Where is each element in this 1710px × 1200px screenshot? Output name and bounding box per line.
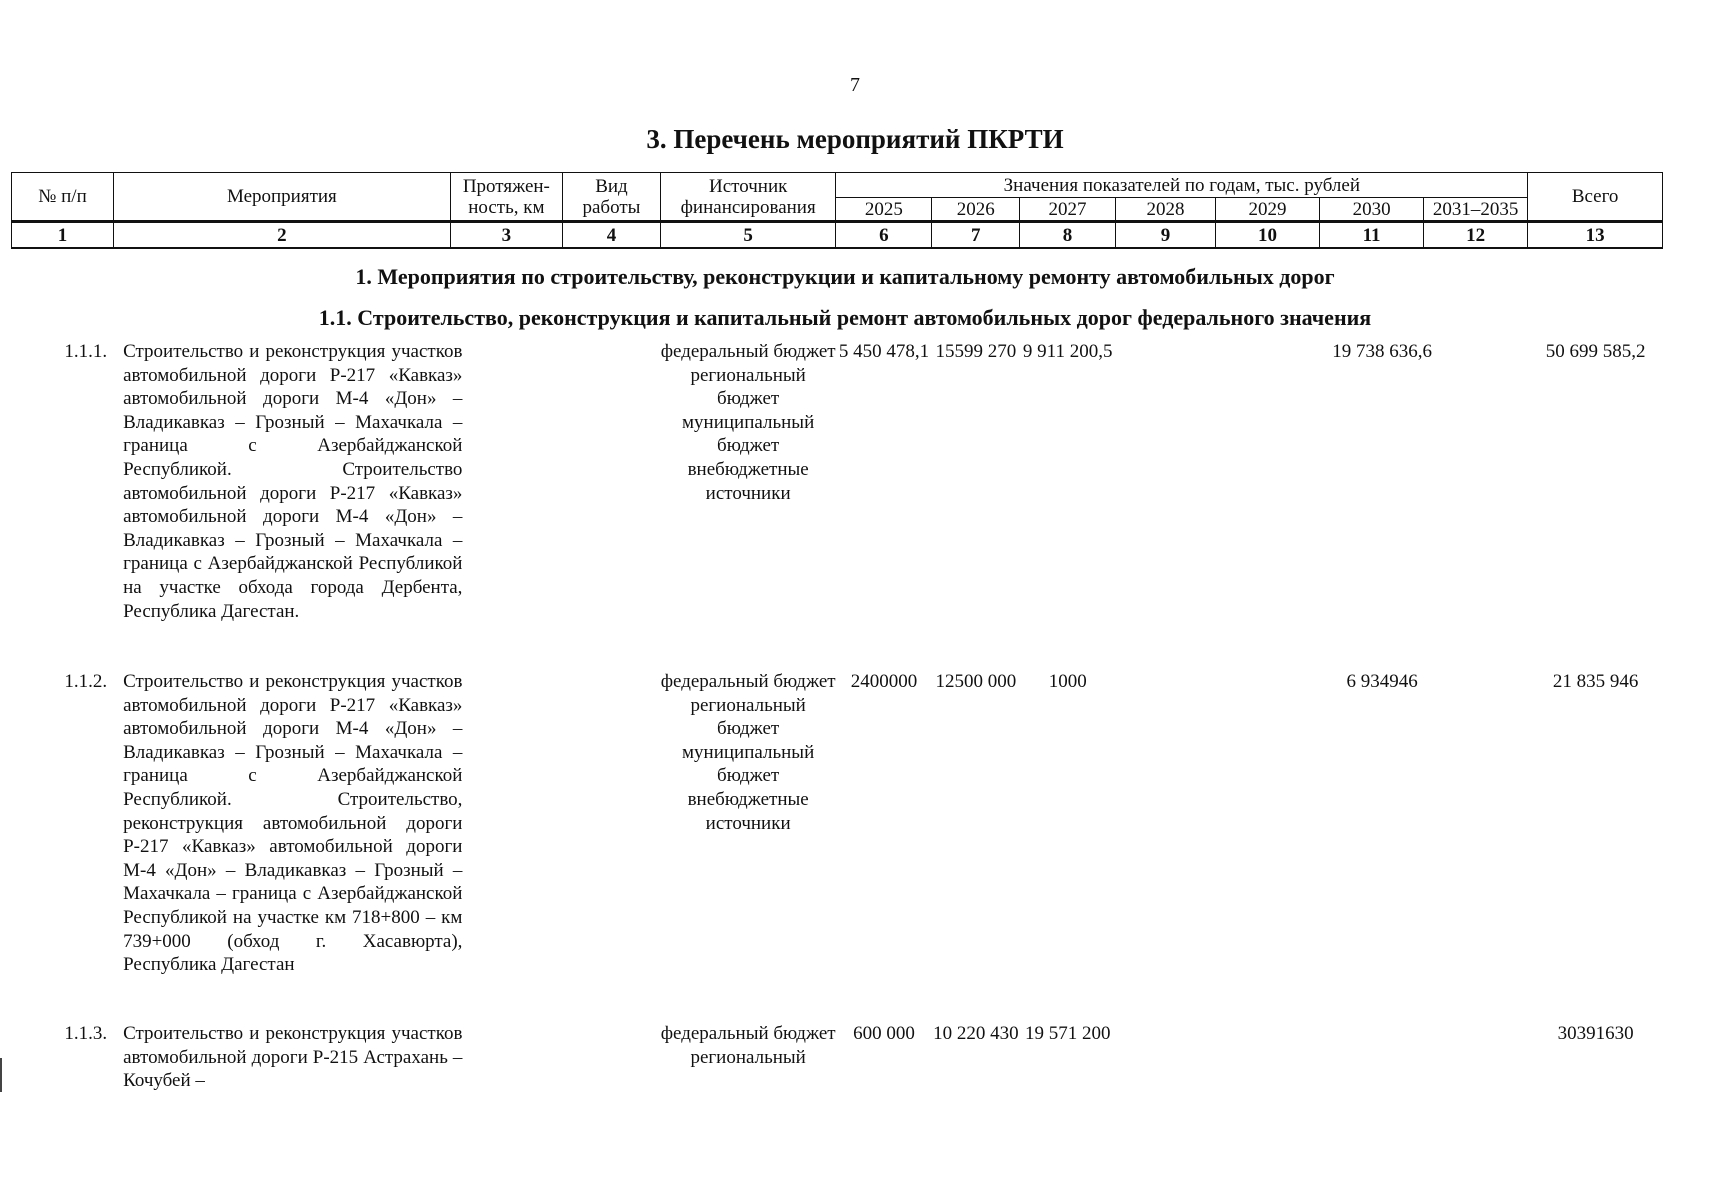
row-value-2030: 6 934946 [1346, 671, 1418, 692]
column-number: 8 [1020, 222, 1116, 249]
header-values-group: Значения показателей по годам, тыс. рублей [836, 173, 1528, 198]
row-total: 30391630 [1557, 1023, 1634, 1044]
row-value-2025: 5 450 478,1 [838, 341, 930, 362]
header-year: 2026 [932, 198, 1020, 222]
scan-artifact-line [0, 1058, 2, 1092]
header-no: № п/п [12, 173, 114, 222]
row-value-2029 [1216, 340, 1320, 670]
table-row [11, 340, 1663, 670]
column-number: 11 [1320, 222, 1424, 249]
row-value-2028 [1116, 670, 1216, 1022]
page-title: 3. Перечень мероприятий ПКРТИ [646, 124, 1064, 154]
row-value-2029 [1216, 670, 1320, 1022]
header-year: 2028 [1115, 198, 1215, 222]
column-number: 7 [932, 222, 1020, 249]
row-value-2028 [1116, 1022, 1216, 1102]
row-value-2027: 19 571 200 [1024, 1023, 1111, 1044]
row-length [470, 340, 562, 670]
column-number: 4 [562, 222, 660, 249]
row-activity: Строительство и реконструкция участков автомобильной дороги Р-215 Астрахань – Кочубей – [123, 1023, 463, 1092]
row-value-2026: 12500 000 [935, 671, 1017, 692]
column-number: 9 [1115, 222, 1215, 249]
row-value-2026: 10 220 430 [933, 1023, 1019, 1044]
row-source: федеральный бюджет региональный бюджет муниципальный бюджет внебюджетные источники [660, 341, 836, 504]
row-value-2030: 19 738 636,6 [1332, 341, 1433, 362]
column-number: 6 [836, 222, 932, 249]
header-year: 2031–2035 [1424, 198, 1528, 222]
activities-table [11, 340, 1663, 1102]
header-year: 2029 [1215, 198, 1319, 222]
row-value-2028 [1116, 340, 1216, 670]
row-worktype [562, 1022, 660, 1102]
subsection-heading: 1.1. Строительство, реконструкция и капитальный ремонт автомобильных дорог федерального значения [318, 305, 1372, 330]
table-header [11, 172, 1663, 249]
row-source: федеральный бюджет региональный [660, 1023, 836, 1068]
row-number: 1.1.1. [64, 341, 108, 362]
column-number: 10 [1215, 222, 1319, 249]
page-number: 7 [850, 74, 860, 96]
row-length [470, 1022, 562, 1102]
row-total: 50 699 585,2 [1545, 341, 1646, 362]
header-worktype: Вид работы [562, 173, 660, 222]
row-value-2030 [1320, 1022, 1445, 1102]
header-source: Источник финансирования [660, 173, 836, 222]
header-year: 2027 [1020, 198, 1116, 222]
header-year: 2030 [1320, 198, 1424, 222]
row-activity: Строительство и реконструкция участков автомобильной дороги Р-217 «Кавказ» автомобильной дороги М-4 «Дон» – Владикавказ – Грозный – Махачкала – граница с Азербайджанской Республикой. Строительство автомобильной дороги Р-217 «Кавказ» автомобильной дороги М-4 «Дон» – Владикавказ – Грозный – Махачкала – граница с Азербайджанской Республикой на участке обхода города Дербента, Республика Дагестан. [123, 341, 463, 622]
row-value-2031-2035 [1444, 1022, 1528, 1102]
row-worktype [562, 340, 660, 670]
column-number: 1 [12, 222, 114, 249]
row-worktype [562, 670, 660, 1022]
header-year: 2025 [836, 198, 932, 222]
row-value-2025: 2400000 [850, 671, 918, 692]
column-number: 12 [1424, 222, 1528, 249]
column-number: 5 [660, 222, 836, 249]
header-activity: Мероприятия [114, 173, 451, 222]
column-number: 13 [1528, 222, 1663, 249]
row-source: федеральный бюджет региональный бюджет муниципальный бюджет внебюджетные источники [660, 671, 836, 834]
header-length: Протяжен-ность, км [450, 173, 562, 222]
table-row [11, 1022, 1663, 1102]
row-value-2031-2035 [1444, 670, 1528, 1022]
row-number: 1.1.2. [64, 671, 108, 692]
row-value-2025: 600 000 [853, 1023, 915, 1044]
row-length [470, 670, 562, 1022]
row-value-2027: 9 911 200,5 [1022, 341, 1113, 362]
table-row [11, 670, 1663, 1022]
row-total: 21 835 946 [1552, 671, 1639, 692]
column-number: 2 [114, 222, 451, 249]
section-heading: 1. Мероприятия по строительству, реконструкции и капитальному ремонту автомобильных дорог [355, 264, 1335, 289]
header-total: Всего [1528, 173, 1663, 222]
column-number: 3 [450, 222, 562, 249]
row-activity: Строительство и реконструкция участков автомобильной дороги Р-217 «Кавказ» автомобильной дороги М-4 «Дон» – Владикавказ – Грозный – Махачкала – граница с Азербайджанской Республикой. Строительство, реконструкция автомобильной дороги Р-217 «Кавказ» автомобильной дороги М-4 «Дон» – Владикавказ – Грозный – Махачкала – граница с Азербайджанской Республикой на участке км 718+800 – км 739+000 (обход г. Хасавюрта), Республика Дагестан [123, 671, 463, 976]
row-value-2031-2035 [1444, 340, 1528, 670]
row-value-2026: 15599 270 [935, 341, 1017, 362]
row-value-2027: 1000 [1048, 671, 1087, 692]
row-value-2029 [1216, 1022, 1320, 1102]
row-number: 1.1.3. [64, 1023, 108, 1044]
